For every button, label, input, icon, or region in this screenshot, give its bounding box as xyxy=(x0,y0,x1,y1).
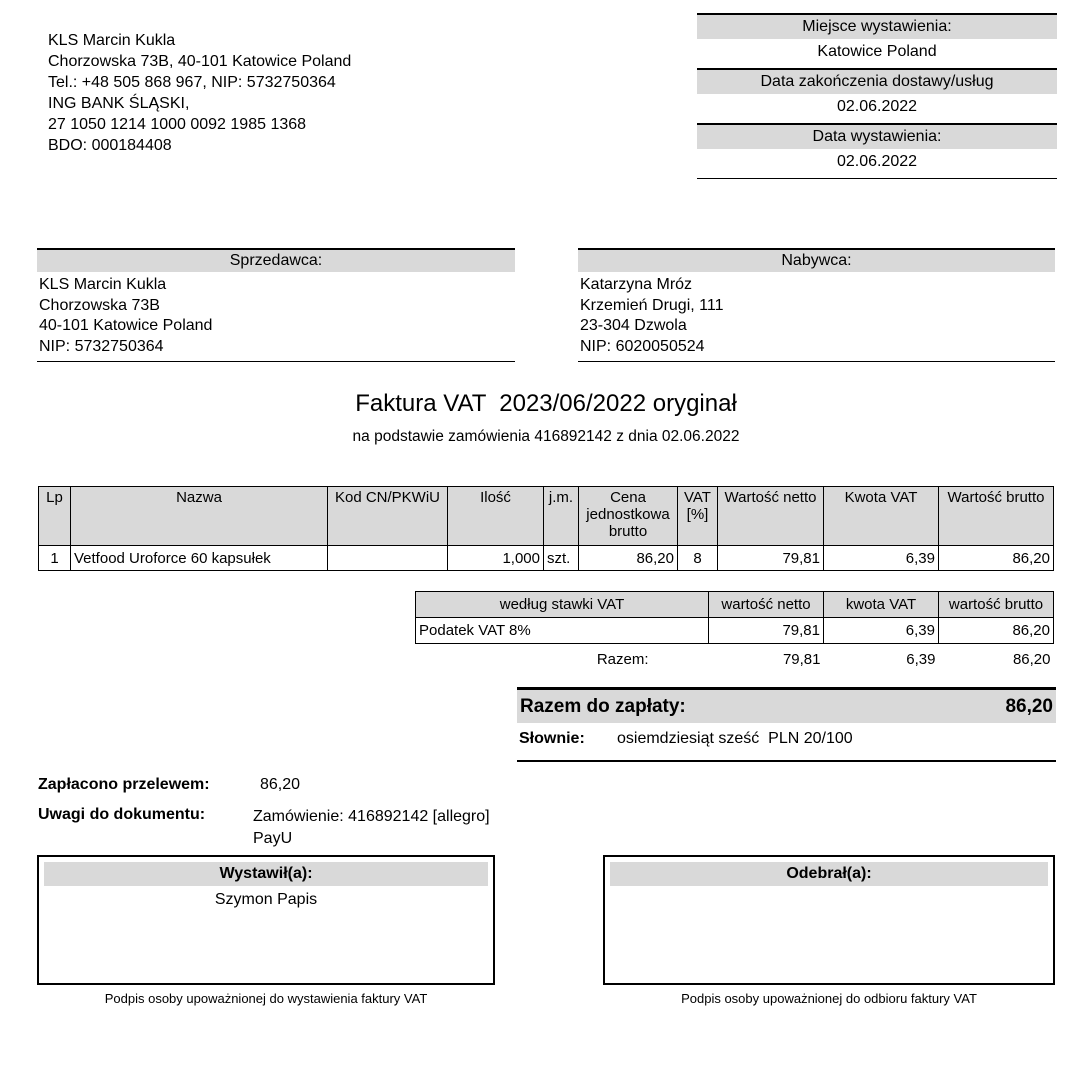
issue-date-label: Data wystawienia: xyxy=(697,125,1057,149)
amount-in-words-value: osiemdziesiąt sześć PLN 20/100 xyxy=(617,730,853,747)
vat-net-header: wartość netto xyxy=(709,592,824,618)
issuer-signature-caption: Podpis osoby upoważnionej do wystawienia faktury VAT xyxy=(104,991,428,1006)
issue-place-label: Miejsce wystawienia: xyxy=(697,15,1057,39)
notes-line: PayU xyxy=(253,830,293,847)
seller-line: KLS Marcin Kukla xyxy=(39,276,167,293)
seller-header-line: BDO: 000184408 xyxy=(48,137,172,154)
vat-amount-value: 6,39 xyxy=(824,618,939,644)
item-unit: szt. xyxy=(544,546,579,571)
vat-summary-header-row xyxy=(416,592,1054,618)
buyer-line: Krzemień Drugi, 111 xyxy=(580,296,724,314)
items-table xyxy=(38,486,1054,571)
col-header-ilosc: Ilość xyxy=(448,487,544,546)
vat-total-row xyxy=(416,644,1054,673)
vat-summary-row xyxy=(416,618,1054,644)
item-vat-amount: 6,39 xyxy=(824,546,939,571)
col-header-kod: Kod CN/PKWiU xyxy=(328,487,448,546)
item-vat-rate: 8 xyxy=(678,546,718,571)
payment-label: Zapłacono przelewem: xyxy=(38,776,210,793)
delivery-date-label: Data zakończenia dostawy/usług xyxy=(697,70,1057,94)
total-due-section xyxy=(517,687,1056,762)
item-name: Vetfood Uroforce 60 kapsułek xyxy=(71,546,328,571)
vat-amount-header: kwota VAT xyxy=(824,592,939,618)
vat-total-amount: 6,39 xyxy=(906,651,936,668)
item-net: 79,81 xyxy=(718,546,824,571)
vat-rate-header: według stawki VAT xyxy=(416,592,709,618)
notes-row xyxy=(38,806,490,850)
amount-in-words-label: Słownie: xyxy=(519,730,585,747)
item-gross: 86,20 xyxy=(939,546,1054,571)
item-row xyxy=(39,546,1054,571)
issuer-signature-block xyxy=(37,855,495,1006)
vat-rate-label: Podatek VAT 8% xyxy=(416,618,709,644)
issue-date-value: 02.06.2022 xyxy=(836,153,918,170)
seller-line: NIP: 5732750364 xyxy=(39,337,164,355)
receiver-signature-caption: Podpis osoby upoważnionej do odbioru faktury VAT xyxy=(681,991,977,1006)
buyer-section-body xyxy=(578,272,1055,361)
col-header-vat: VAT [%] xyxy=(678,487,718,546)
seller-header-line: 27 1050 1214 1000 0092 1985 1368 xyxy=(48,116,307,133)
vat-summary-table xyxy=(415,591,1054,672)
item-quantity: 1,000 xyxy=(448,546,544,571)
item-kod xyxy=(328,546,448,571)
vat-net-value: 79,81 xyxy=(709,618,824,644)
col-header-lp: Lp xyxy=(39,487,71,546)
invoice-title: Faktura VAT 2023/06/2022 oryginał xyxy=(355,390,737,417)
receiver-signature-block xyxy=(603,855,1055,1006)
seller-header-line: Chorzowska 73B, 40-101 Katowice Poland xyxy=(48,53,352,70)
notes-line: Zamówienie: 416892142 [allegro] xyxy=(253,808,490,825)
issue-place-value: Katowice Poland xyxy=(817,43,937,60)
notes-lines xyxy=(253,806,490,850)
col-header-netto: Wartość netto xyxy=(718,487,824,546)
vat-total-label: Razem: xyxy=(596,651,649,668)
vat-gross-header: wartość brutto xyxy=(939,592,1054,618)
issue-info-row xyxy=(697,123,1057,178)
seller-header-line: ING BANK ŚLĄSKI, xyxy=(48,95,190,112)
issue-info-row xyxy=(697,68,1057,123)
receiver-signature-name xyxy=(610,891,1048,911)
col-header-nazwa: Nazwa xyxy=(71,487,328,546)
seller-line: 40-101 Katowice Poland xyxy=(39,317,213,334)
issue-info-box xyxy=(697,13,1057,179)
vat-gross-value: 86,20 xyxy=(939,618,1054,644)
item-unit-price: 86,20 xyxy=(579,546,678,571)
seller-section xyxy=(37,248,515,362)
notes-label: Uwagi do dokumentu: xyxy=(38,806,206,823)
seller-header-line: KLS Marcin Kukla xyxy=(48,32,176,49)
buyer-line: 23-304 Dzwola xyxy=(580,317,687,334)
buyer-line: Katarzyna Mróz xyxy=(580,276,693,293)
total-due-amount: 86,20 xyxy=(1005,695,1053,717)
buyer-section xyxy=(578,248,1055,362)
total-due-bar xyxy=(517,687,1056,723)
issue-info-row xyxy=(697,13,1057,68)
seller-section-body xyxy=(37,272,515,361)
seller-header-block xyxy=(48,30,351,156)
buyer-line: NIP: 6020050524 xyxy=(580,337,705,355)
col-header-cena: Cena jednostkowa brutto xyxy=(579,487,678,546)
col-header-brutto: Wartość brutto xyxy=(939,487,1054,546)
delivery-date-value: 02.06.2022 xyxy=(836,98,918,115)
seller-line: Chorzowska 73B xyxy=(39,296,160,314)
issuer-signature-name: Szymon Papis xyxy=(214,891,318,908)
receiver-signature-box xyxy=(603,855,1055,985)
total-due-label: Razem do zapłaty: xyxy=(520,695,686,717)
seller-section-title: Sprzedawca: xyxy=(37,250,515,272)
seller-header-line: Tel.: +48 505 868 967, NIP: 5732750364 xyxy=(48,74,336,91)
vat-total-net: 79,81 xyxy=(782,651,821,668)
payment-row xyxy=(38,776,300,794)
col-header-jm: j.m. xyxy=(544,487,579,546)
invoice-subtitle: na podstawie zamówienia 416892142 z dnia 02.06.2022 xyxy=(352,428,740,445)
col-header-kwota-vat: Kwota VAT xyxy=(824,487,939,546)
vat-total-gross: 86,20 xyxy=(1012,651,1051,668)
buyer-section-title: Nabywca: xyxy=(578,250,1055,272)
payment-value: 86,20 xyxy=(260,776,301,793)
receiver-signature-title: Odebrał(a): xyxy=(610,862,1048,886)
issuer-signature-box xyxy=(37,855,495,985)
items-header-row xyxy=(39,487,1054,546)
amount-in-words-row xyxy=(517,723,1056,762)
issuer-signature-title: Wystawił(a): xyxy=(44,862,488,886)
item-lp: 1 xyxy=(39,546,71,571)
